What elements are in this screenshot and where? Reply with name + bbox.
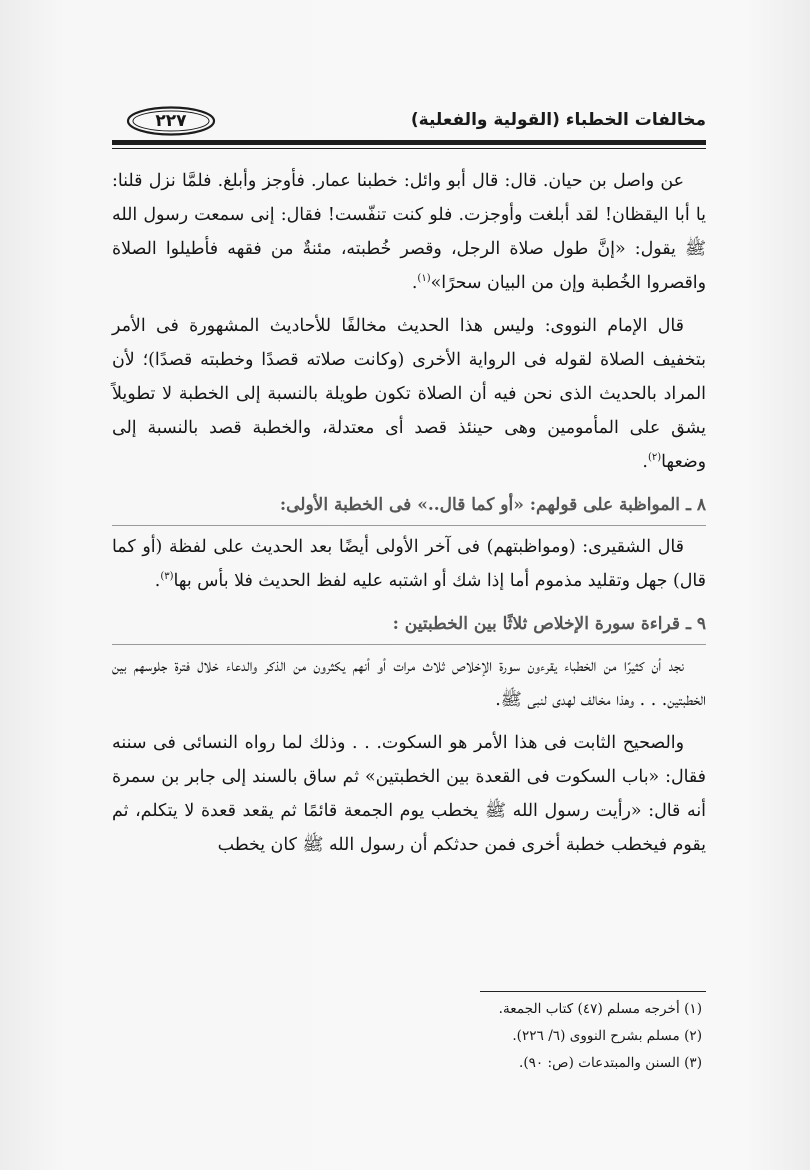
paragraph-1 — [112, 164, 706, 300]
footnotes — [112, 996, 706, 1077]
footnote-3: (٣) السنن والمبتدعات (ص: ٩٠). — [519, 1055, 702, 1071]
paragraph-3-end: . — [154, 571, 161, 591]
paragraph-5: والصحيح الثابت فى هذا الأمر هو السكوت. . . وذلك لما رواه النسائى فى سننه فقال: «باب السكوت فى القعدة بين الخطبتين» ثم ساق بالسند إلى جابر بن سمرة أنه قال: «رأيت رسول الله ﷺ يخطب يوم الجمعة قائمًا ثم يقعد قعدة لا يتكلم، ثم يقوم فيخطب خطبة أخرى فمن حدثكم أن رسول الله ﷺ كان يخطب — [112, 733, 706, 855]
paragraph-2-text: قال الإمام النووى: وليس هذا الحديث مخالفًا للأحاديث المشهورة فى الأمر بتخفيف الصلاة لقوله فى الرواية الأخرى (وكانت صلاته قصدًا وخطبته قصدًا)؛ لأن المراد بالحديث الذى نحن فيه أن الصلاة تكون طويلة بالنسبة إلى الخطبة لا تطويلاً يشق على المأمومين وهى حينئذ قصد أى معتدلة، والخطبة قصد بالنسبة إلى وضعها — [112, 316, 706, 472]
main-text — [112, 164, 706, 862]
footnote-2: (٢) مسلم بشرح النووى (٦/ ٢٢٦). — [512, 1028, 702, 1044]
footnote-ref-3: (٣) — [160, 571, 174, 583]
section-rule-8 — [112, 525, 706, 526]
paragraph-4: نجد أن كثيرًا من الخطباء يقرءون سورة الإخلاص ثلاث مرات أو أنهم يكثرون من الذكر والدعاء خلال فترة جلوسهم بين الخطبتين. . . وهذا مخالف لهدى لنبى ﷺ. — [112, 656, 706, 710]
paragraph-3-text: قال الشقيرى: (ومواظبتهم) فى آخر الأولى أيضًا بعد الحديث على لفظة (أو كما قال) جهل وتقليد مذموم أما إذا شك أو اشتبه عليه لفظ الحديث فلا بأس بها — [112, 537, 706, 591]
paragraph-1-end: . — [411, 273, 418, 293]
footnote-1: (١) أخرجه مسلم (٤٧) كتاب الجمعة. — [498, 1001, 702, 1017]
running-title: مخالفات الخطباء (القولية والفعلية) — [410, 110, 706, 130]
paragraph-1-text: عن واصل بن حيان. قال: قال أبو وائل: خطبنا عمار. فأوجز وأبلغ. فلمَّا نزل قلنا: يا أبا اليقظان! لقد أبلغت وأوجزت. فلو كنت تنفّست! فقال: إنى سمعت رسول الله ﷺ يقول: «إنَّ طول صلاة الرجل، وقصر خُطبته، مئنةٌ من فقهه فأطيلوا الصلاة واقصروا الخُطبة وإن من البيان سحرًا» — [112, 171, 706, 293]
header-rule-thick — [112, 140, 706, 145]
page-number: ٢٢٧ — [155, 111, 187, 131]
footnote-ref-2: (٢) — [647, 452, 662, 464]
section-heading-8: ٨ ـ المواظبة على قولهم: «أو كما قال..» فى الخطبة الأولى: — [279, 495, 706, 515]
footnote-ref-1: (١) — [417, 273, 431, 285]
header-rule-thin — [112, 148, 706, 149]
footnote-separator — [480, 991, 706, 992]
page-number-badge — [126, 106, 216, 136]
paragraph-2-end: . — [642, 452, 648, 472]
paragraph-3 — [112, 530, 706, 598]
paragraph-2 — [112, 309, 706, 479]
section-rule-9 — [112, 644, 706, 645]
section-heading-9: ٩ ـ قراءة سورة الإخلاص ثلاثًا بين الخطبتين : — [392, 614, 706, 634]
